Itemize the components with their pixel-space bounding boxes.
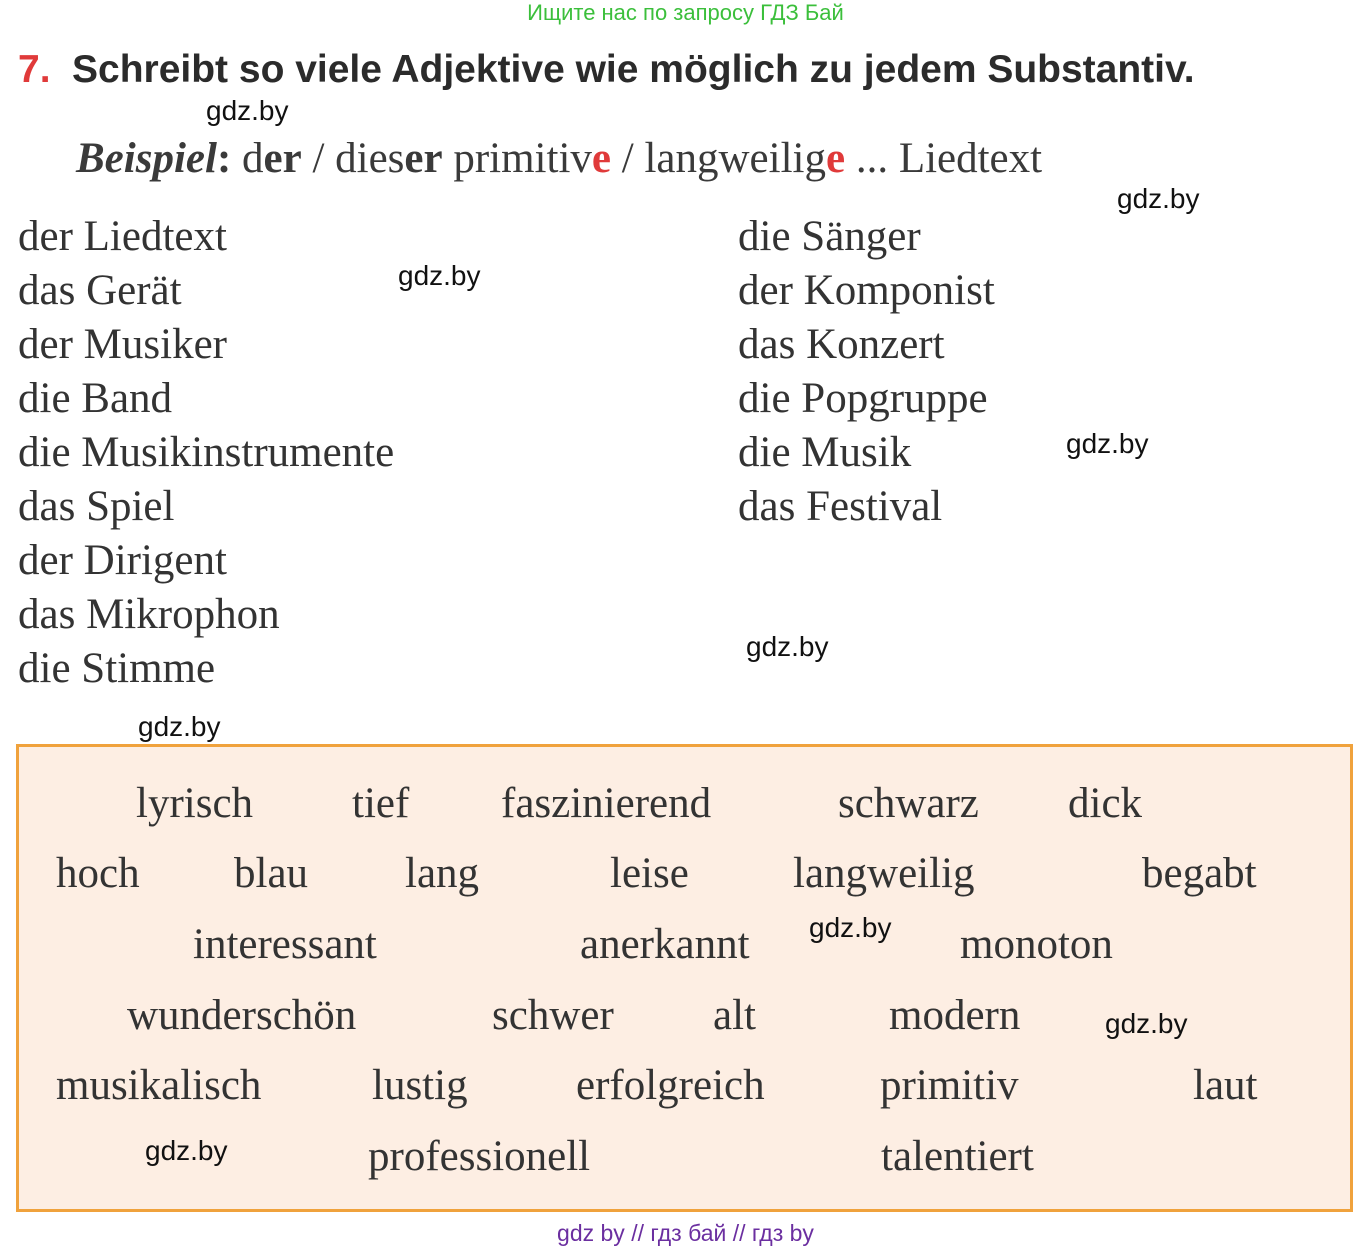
example-part: / bbox=[301, 135, 336, 182]
adjective: dick bbox=[1068, 780, 1143, 827]
example-part: dies bbox=[335, 135, 405, 182]
adjective: talentiert bbox=[881, 1133, 1034, 1180]
adjective: begabt bbox=[1142, 850, 1257, 897]
noun-item: die Band bbox=[18, 375, 173, 422]
task-number: 7. bbox=[18, 48, 51, 91]
noun-item: die Musikinstrumente bbox=[18, 429, 395, 476]
watermark: gdz.by bbox=[1105, 1008, 1188, 1039]
example-part: / langweilig bbox=[611, 135, 826, 182]
watermark: gdz.by bbox=[1117, 183, 1200, 214]
watermark: gdz.by bbox=[1066, 428, 1149, 459]
noun-item: das Spiel bbox=[18, 483, 175, 530]
noun-item: die Musik bbox=[738, 429, 912, 476]
adjective: primitiv bbox=[880, 1062, 1019, 1109]
example-part: primitiv bbox=[442, 135, 592, 182]
noun-item: das Festival bbox=[738, 483, 943, 530]
noun-list-left bbox=[18, 210, 394, 696]
watermark: gdz.by bbox=[809, 912, 892, 943]
adjective: alt bbox=[713, 992, 756, 1039]
noun-item: der Komponist bbox=[738, 267, 995, 314]
example-part: d bbox=[242, 135, 264, 182]
example-ending-red: e bbox=[591, 135, 611, 182]
watermark: gdz.by bbox=[206, 95, 289, 126]
example-label: Beispiel bbox=[76, 135, 217, 182]
adjective: laut bbox=[1193, 1062, 1258, 1109]
footer-watermark: gdz by // гдз бай // гдз by bbox=[557, 1220, 814, 1246]
adjective: leise bbox=[610, 850, 689, 897]
example-ending-red: e bbox=[825, 135, 846, 182]
task-title: Schreibt so viele Adjektive wie möglich zu jedem Substantiv. bbox=[72, 48, 1195, 91]
noun-item: das Konzert bbox=[738, 321, 945, 368]
noun-item: die Popgruppe bbox=[738, 375, 988, 422]
adjective: wunderschön bbox=[127, 992, 357, 1039]
adjective: hoch bbox=[56, 850, 140, 897]
adjective: lustig bbox=[372, 1062, 468, 1109]
noun-item: die Sänger bbox=[738, 213, 921, 260]
adjective: langweilig bbox=[793, 850, 975, 897]
noun-item: das Mikrophon bbox=[18, 591, 280, 638]
noun-item: der Musiker bbox=[18, 321, 227, 368]
watermark: gdz.by bbox=[398, 260, 481, 291]
example-part: ... Liedtext bbox=[845, 135, 1043, 182]
adjective: interessant bbox=[193, 921, 377, 968]
example-sentence bbox=[76, 134, 1042, 183]
noun-item: der Liedtext bbox=[18, 213, 227, 260]
noun-item: der Dirigent bbox=[18, 537, 227, 584]
adjective: blau bbox=[234, 850, 309, 897]
noun-item: das Gerät bbox=[18, 267, 182, 314]
watermark: gdz.by bbox=[746, 631, 829, 662]
adjective: monoton bbox=[960, 921, 1113, 968]
example-colon: : bbox=[216, 135, 232, 182]
search-banner: Ищите нас по запросу ГДЗ Бай bbox=[527, 0, 844, 25]
adjective: modern bbox=[889, 992, 1021, 1039]
adjective: schwer bbox=[492, 992, 614, 1039]
adjective: schwarz bbox=[838, 780, 979, 827]
adjective: lyrisch bbox=[136, 780, 254, 827]
noun-list-right bbox=[738, 210, 995, 534]
adjective: anerkannt bbox=[580, 921, 750, 968]
adjective: faszinierend bbox=[501, 780, 712, 827]
noun-item: die Stimme bbox=[18, 645, 216, 692]
adjective: tief bbox=[352, 780, 410, 827]
watermark: gdz.by bbox=[138, 711, 221, 742]
adjective: musikalisch bbox=[56, 1062, 262, 1109]
watermark: gdz.by bbox=[145, 1135, 228, 1166]
adjective: lang bbox=[405, 850, 480, 897]
example-ending: er bbox=[404, 135, 443, 182]
adjective: erfolgreich bbox=[576, 1062, 765, 1109]
example-ending: er bbox=[263, 135, 302, 182]
adjective: professionell bbox=[368, 1133, 591, 1180]
